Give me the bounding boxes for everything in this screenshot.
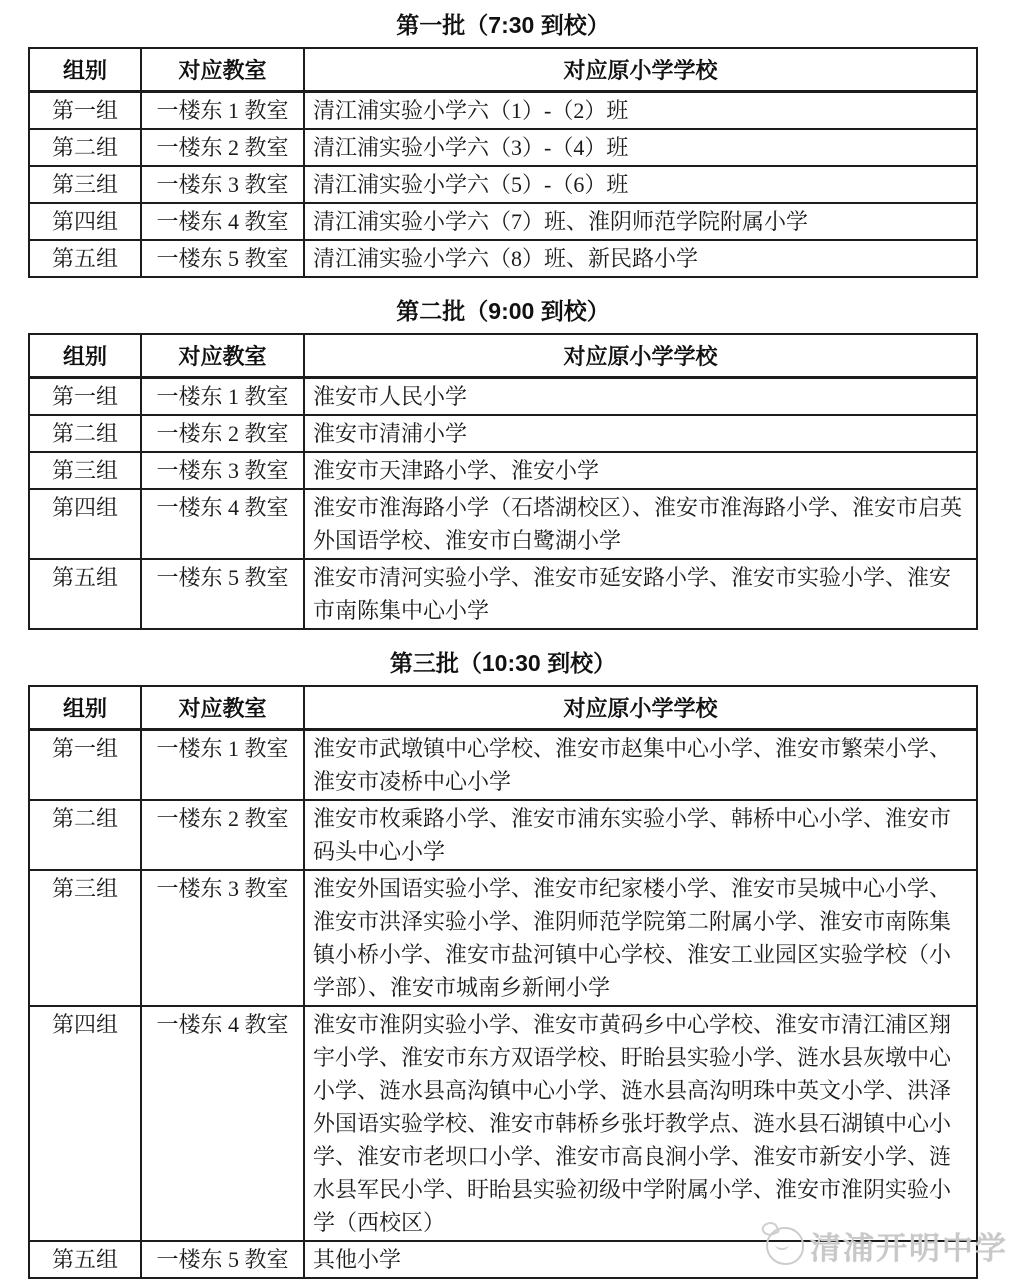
schools-cell: 清江浦实验小学六（8）班、新民路小学 [304,240,977,277]
table-row [29,166,977,203]
schools-cell: 清江浦实验小学六（1）-（2）班 [304,92,977,130]
col-header-room: 对应教室 [141,686,304,730]
table-row [29,240,977,277]
room-cell: 一楼东 2 教室 [141,415,304,452]
table-row [29,92,977,130]
schools-cell: 清江浦实验小学六（7）班、淮阴师范学院附属小学 [304,203,977,240]
batch-3-table [28,685,978,1279]
table-row [29,378,977,416]
group-cell: 第四组 [29,203,141,240]
table-row [29,559,977,629]
room-cell: 一楼东 5 教室 [141,1241,304,1278]
room-cell: 一楼东 5 教室 [141,559,304,629]
group-cell: 第三组 [29,166,141,203]
col-header-room: 对应教室 [141,334,304,378]
batch-3-title: 第三批（10:30 到校） [389,650,617,676]
header-row [29,334,977,378]
batch-1-title: 第一批（7:30 到校） [396,12,610,38]
table-row [29,203,977,240]
col-header-schools: 对应原小学学校 [304,48,977,92]
table-row [29,800,977,870]
col-header-schools: 对应原小学学校 [304,334,977,378]
room-cell: 一楼东 4 教室 [141,1006,304,1241]
col-header-group: 组别 [29,686,141,730]
batch-2-section [28,298,978,630]
schools-cell: 淮安外国语实验小学、淮安市纪家楼小学、淮安市吴城中心小学、淮安市洪泽实验小学、淮阴师范学院第二附属小学、淮安市南陈集镇小桥小学、淮安市盐河镇中心学校、淮安工业园区实验学校（小学部）、淮安市城南乡新闸小学 [304,870,977,1006]
header-row [29,48,977,92]
room-cell: 一楼东 3 教室 [141,870,304,1006]
table-row [29,129,977,166]
table-row [29,452,977,489]
schools-cell: 清江浦实验小学六（3）-（4）班 [304,129,977,166]
group-cell: 第三组 [29,452,141,489]
table-row [29,1006,977,1241]
room-cell: 一楼东 3 教室 [141,452,304,489]
schools-cell: 清江浦实验小学六（5）-（6）班 [304,166,977,203]
batch-1-table [28,47,978,278]
group-cell: 第二组 [29,800,141,870]
col-header-schools: 对应原小学学校 [304,686,977,730]
batch-3-section [28,650,978,1279]
group-cell: 第一组 [29,92,141,130]
schools-cell: 淮安市枚乘路小学、淮安市浦东实验小学、韩桥中心小学、淮安市码头中心小学 [304,800,977,870]
schools-cell: 淮安市人民小学 [304,378,977,416]
schools-cell: 淮安市清浦小学 [304,415,977,452]
group-cell: 第四组 [29,489,141,559]
room-cell: 一楼东 1 教室 [141,92,304,130]
col-header-group: 组别 [29,48,141,92]
group-cell: 第二组 [29,415,141,452]
col-header-room: 对应教室 [141,48,304,92]
room-cell: 一楼东 5 教室 [141,240,304,277]
group-cell: 第四组 [29,1006,141,1241]
schools-cell: 淮安市武墩镇中心学校、淮安市赵集中心小学、淮安市繁荣小学、淮安市凌桥中心小学 [304,730,977,801]
col-header-group: 组别 [29,334,141,378]
room-cell: 一楼东 1 教室 [141,378,304,416]
group-cell: 第五组 [29,240,141,277]
table-row [29,730,977,801]
room-cell: 一楼东 1 教室 [141,730,304,801]
batch-1-section [28,12,978,278]
group-cell: 第五组 [29,1241,141,1278]
room-cell: 一楼东 2 教室 [141,800,304,870]
room-cell: 一楼东 4 教室 [141,489,304,559]
table-row [29,415,977,452]
room-cell: 一楼东 3 教室 [141,166,304,203]
watermark-text: 清浦开明中学 [810,1231,1008,1266]
group-cell: 第三组 [29,870,141,1006]
batch-2-title: 第二批（9:00 到校） [396,298,610,324]
room-cell: 一楼东 2 教室 [141,129,304,166]
schools-cell: 淮安市淮海路小学（石塔湖校区）、淮安市淮海路小学、淮安市启英外国语学校、淮安市白鹭湖小学 [304,489,977,559]
header-row [29,686,977,730]
group-cell: 第一组 [29,378,141,416]
room-cell: 一楼东 4 教室 [141,203,304,240]
schools-cell: 淮安市清河实验小学、淮安市延安路小学、淮安市实验小学、淮安市南陈集中心小学 [304,559,977,629]
schools-cell: 其他小学 [304,1241,977,1278]
schools-cell: 淮安市淮阴实验小学、淮安市黄码乡中心学校、淮安市清江浦区翔宇小学、淮安市东方双语学校、盱眙县实验小学、涟水县灰墩中心小学、涟水县高沟镇中心小学、涟水县高沟明珠中英文小学、洪泽外国语实验学校、淮安市韩桥乡张圩教学点、涟水县石湖镇中心小学、淮安市老坝口小学、淮安市高良涧小学、淮安市新安小学、涟水县军民小学、盱眙县实验初级中学附属小学、淮安市淮阴实验小学（西校区） [304,1006,977,1241]
schools-cell: 淮安市天津路小学、淮安小学 [304,452,977,489]
batch-2-table [28,333,978,630]
table-row [29,870,977,1006]
group-cell: 第二组 [29,129,141,166]
table-row [29,489,977,559]
group-cell: 第一组 [29,730,141,801]
group-cell: 第五组 [29,559,141,629]
table-row [29,1241,977,1278]
